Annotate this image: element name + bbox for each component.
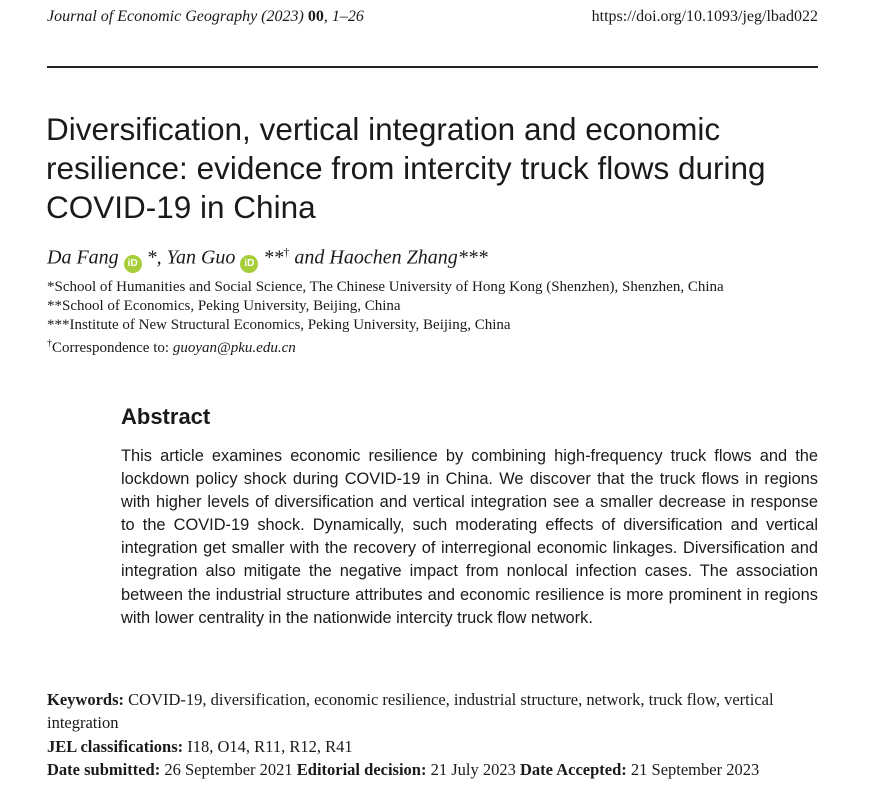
abstract-heading: Abstract [121,404,211,429]
article-metadata [47,688,819,781]
accepted-date: 21 September 2023 [630,759,760,779]
author-mark: *, [146,246,162,269]
running-head [47,8,818,30]
journal-name: Journal of Economic Geography (2023) [47,8,304,25]
affiliation-1: *School of Humanities and Social Science, The Chinese University of Hong Kong (Shenzhen), Shenzhen, China [47,279,724,295]
keywords-list: COVID-19, diversification, economic resilience, industrial structure, network, truck flow, vertical integration [47,690,774,733]
dagger-mark: † [283,245,290,259]
author-conjunction: and [294,246,325,269]
author-name: Yan Guo [166,246,236,269]
affiliation-3: ***Institute of New Structural Economics, Peking University, Beijing, China [47,317,511,333]
dagger-mark: † [47,338,52,349]
doi-link[interactable]: https://doi.org/10.1093/jeg/lbad022 [591,8,818,25]
orcid-icon[interactable]: iD [124,255,142,273]
keywords-label: Keywords: [47,690,124,709]
article-title: Diversification, vertical integration and economic resilience: evidence from intercity truck flows during COVID-19 in China [46,111,766,225]
correspondence-email[interactable]: guoyan@pku.edu.cn [172,340,296,356]
submitted-date: 26 September 2021 [164,759,293,779]
author-name: Da Fang [47,246,119,269]
author-mark: ** [263,246,284,269]
journal-pages: , 1–26 [323,8,364,25]
correspondence-label: Correspondence to: [52,340,173,356]
affiliations [47,278,807,358]
author-line [47,238,488,273]
header-rule [47,66,818,68]
affiliation-2: **School of Economics, Peking University, Beijing, China [47,298,401,314]
jel-codes: I18, O14, R11, R12, R41 [187,736,353,756]
accepted-label: Date Accepted: [520,759,627,779]
jel-classifications [47,735,819,758]
orcid-icon[interactable]: iD [240,255,258,273]
journal-volume: 00 [307,8,324,25]
correspondence [47,335,807,357]
journal-citation [47,8,364,26]
author-name: Haochen Zhang [329,246,458,269]
jel-label: JEL classifications: [47,736,184,756]
author-mark: *** [457,246,488,269]
decision-label: Editorial decision: [296,759,427,779]
keywords [47,688,819,735]
decision-date: 21 July 2023 [430,759,516,779]
submitted-label: Date submitted: [47,759,161,779]
abstract-body: This article examines economic resilience by combining high-frequency truck flows and the lockdown policy shock during COVID-19 in China. We discover that the truck flows in regions with higher levels of diversification and vertical integration see a smaller decrease in response to the COVID-19 shock. Dynamically, such moderating effects of diversification and vertical integration get smaller with the recovery of interregional economic linkages. Diversification and integration also mitigate the negative impact from nonlocal infection cases. The association between the industrial structure attributes and economic resilience is more prominent in regions with lower centrality in the nationwide intercity truck flow network. [121,447,818,627]
dates [47,758,819,781]
